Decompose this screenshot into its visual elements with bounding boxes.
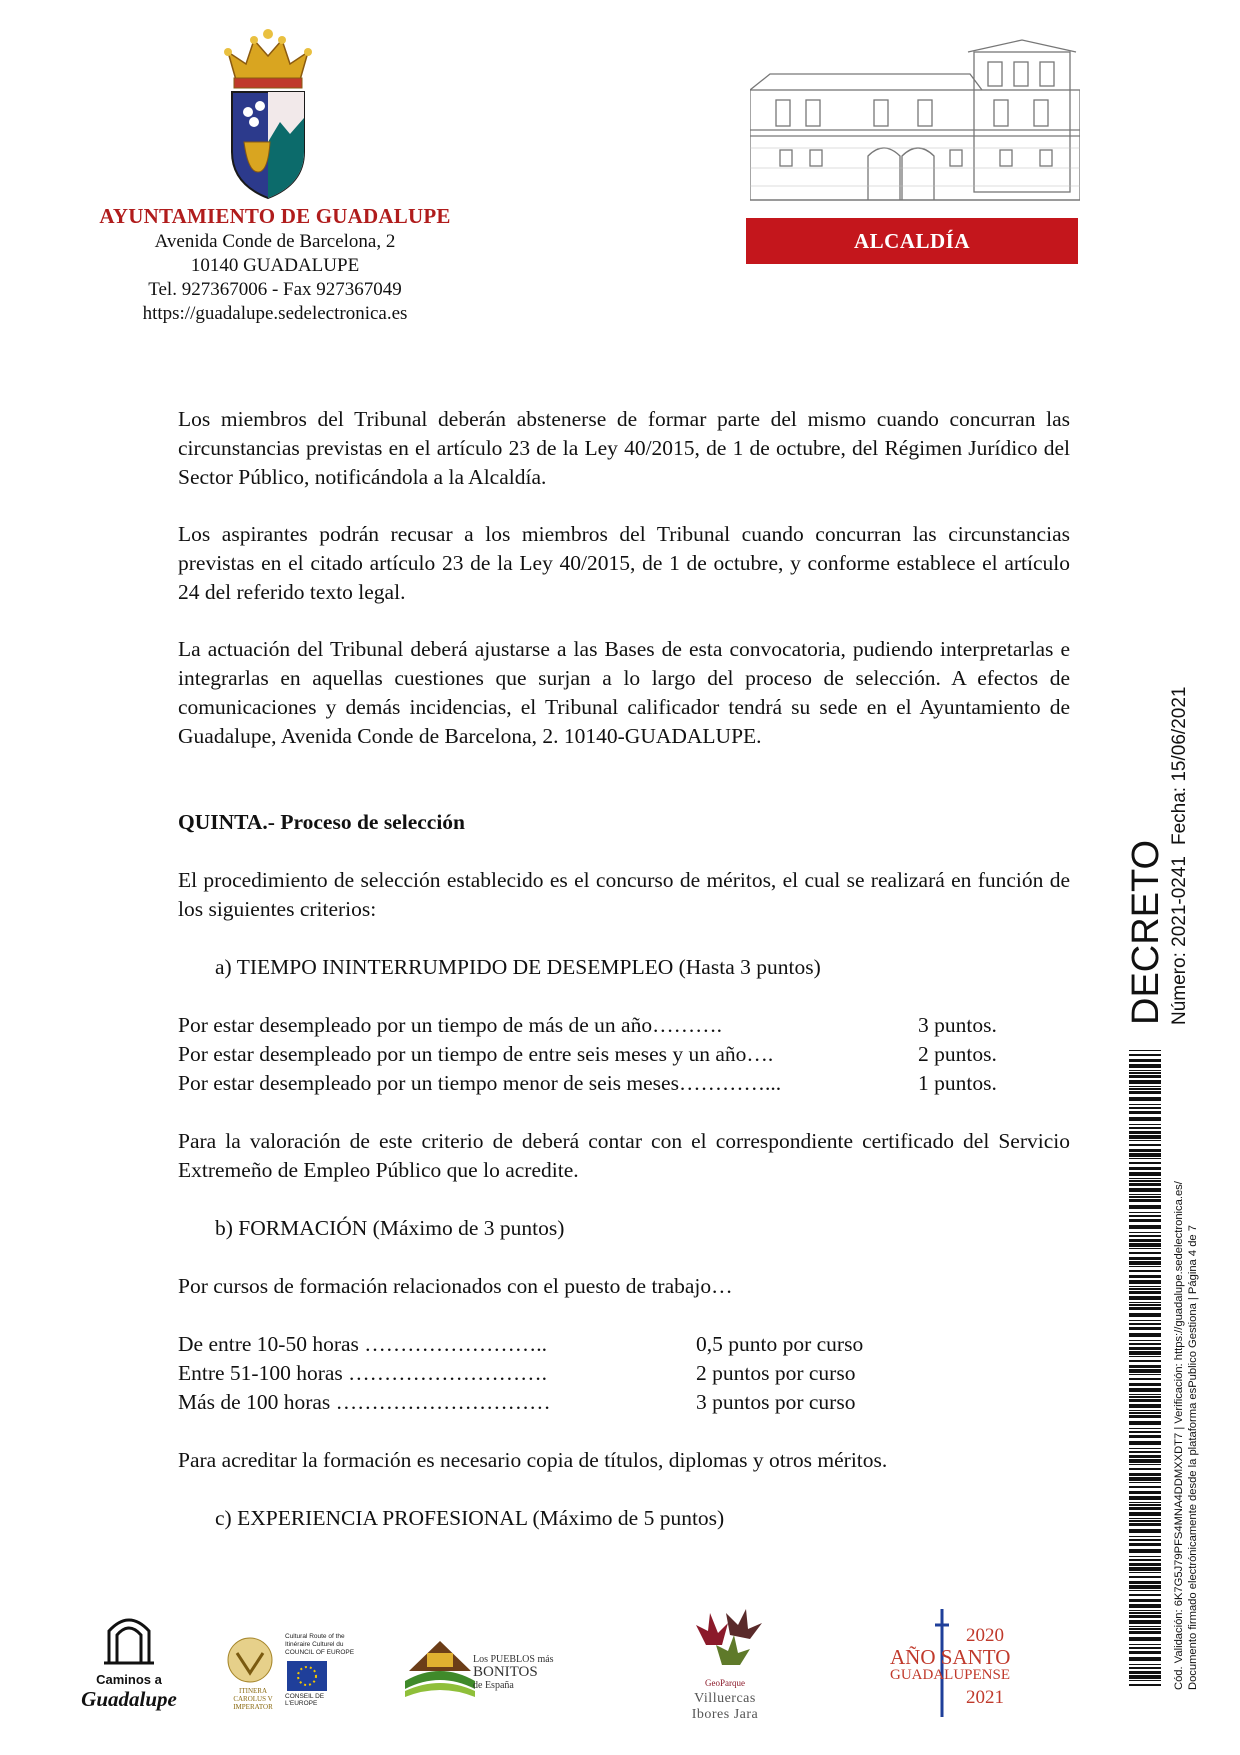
paragraph-unemployment-certificate: Para la valoración de este criterio de deberá contar con el correspondiente certificado del Servicio Extremeño de Empleo Público que lo acredite. xyxy=(178,1129,1070,1182)
unemployment-row-label: Por estar desempleado por un tiempo de más de un año………. xyxy=(178,1013,722,1037)
training-row-label: De entre 10-50 horas …………………….. xyxy=(178,1332,548,1356)
paragraph-training-courses: Por cursos de formación relacionados con el puesto de trabajo… xyxy=(178,1274,733,1298)
town-hall-drawing xyxy=(750,38,1080,208)
training-row xyxy=(178,1359,1070,1388)
paragraph-training-proof: Para acreditar la formación es necesario copia de títulos, diplomas y otros méritos. xyxy=(178,1448,888,1472)
unemployment-row-points: 1 puntos. xyxy=(918,1071,997,1095)
section-heading: QUINTA.- Proceso de selección xyxy=(178,810,466,834)
criterion-b-heading: b) FORMACIÓN (Máximo de 3 puntos) xyxy=(215,1216,565,1240)
eu-flag-icon xyxy=(287,1661,327,1691)
validation-code: Cód. Validación: 6K7G5J79PFS4MNA4DDMXXDT7 | Verificación: https://guadalupe.sedelectronica.es/ xyxy=(1173,1181,1185,1690)
training-row-label: Más de 100 horas ………………………… xyxy=(178,1390,551,1414)
training-row xyxy=(178,1330,1070,1359)
electronic-signature-stamp xyxy=(1125,680,1205,1690)
ano-santo-guadalupense-logo: 2020 AÑO SANTO GUADALUPENSE 2021 xyxy=(880,1605,1030,1725)
unemployment-row-label: Por estar desempleado por un tiempo de entre seis meses y un año…. xyxy=(178,1042,774,1066)
training-row-label: Entre 51-100 horas ………………………. xyxy=(178,1361,548,1385)
geoparque-villuercas-logo: GeoParque Villuercas Ibores Jara xyxy=(660,1605,790,1725)
decree-number: Número: 2021-0241 xyxy=(1169,856,1190,1025)
paragraph-abstention: Los miembros del Tribunal deberán abstenerse de formar parte del mismo cuando concurran las circunstancias previstas en el artículo 23 de la Ley 40/2015, de 1 de octubre, del Régimen Jurídico del Sector Público, notificándola a la Alcaldía. xyxy=(178,407,1070,489)
address-street: Avenida Conde de Barcelona, 2 xyxy=(154,231,396,252)
arch-icon xyxy=(64,1605,194,1665)
itinera-carolus-council-of-europe-logo: ITINERA CAROLUS V IMPERATOR Cultural Route of the Itinéraire Culturel du COUNCIL OF EUROPE CONSEIL DE L'EUROPE xyxy=(225,1605,355,1725)
website-url: https://guadalupe.sedelectronica.es xyxy=(142,303,408,324)
address-postal: 10140 GUADALUPE xyxy=(190,255,360,276)
training-row-points: 2 puntos por curso xyxy=(696,1361,856,1385)
unemployment-row-label: Por estar desempleado por un tiempo menor de seis meses…………... xyxy=(178,1071,782,1095)
paragraph-tribunal-seat: La actuación del Tribunal deberá ajustarse a las Bases de esta convocatoria, pudiendo interpretarlas e integrarlas en aquellas cuestiones que surjan a lo largo del proceso de selección. A efectos de comunicaciones y demás incidencias, el Tribunal calificador tendrá su sede en el Ayuntamiento de Guadalupe, Avenida Conde de Barcelona, 2. 10140-GUADALUPE. xyxy=(178,637,1070,748)
decree-date: Fecha: 15/06/2021 xyxy=(1169,686,1190,845)
decree-label: DECRETO xyxy=(1125,839,1167,1025)
paragraph-selection-procedure: El procedimiento de selección establecido es el concurso de méritos, el cual se realizará en función de los siguientes criterios: xyxy=(178,868,1070,921)
leaves-icon xyxy=(686,1605,766,1667)
coat-of-arms-logo xyxy=(218,22,318,202)
unemployment-row xyxy=(178,1040,1070,1069)
unemployment-row-points: 3 puntos. xyxy=(918,1013,997,1037)
caminos-a-guadalupe-logo: Caminos a Guadalupe xyxy=(64,1605,194,1725)
training-row xyxy=(178,1388,1070,1417)
training-row-points: 0,5 punto por curso xyxy=(696,1332,864,1356)
criterion-c-heading: c) EXPERIENCIA PROFESIONAL (Máximo de 5 puntos) xyxy=(215,1506,725,1530)
paragraph-recusal: Los aspirantes podrán recusar a los miembros del Tribunal cuando concurran las circunstancias previstas en el citado artículo 23 de la Ley 40/2015, de 1 de octubre, y conforme establece el artículo 24 del referido texto legal. xyxy=(178,522,1070,604)
carolus-emblem-icon xyxy=(225,1635,275,1685)
phone-fax: Tel. 927367006 - Fax 927367049 xyxy=(148,279,402,300)
organization-name: AYUNTAMIENTO DE GUADALUPE xyxy=(99,204,451,228)
village-icon xyxy=(405,1631,475,1701)
pueblos-mas-bonitos-logo: Los PUEBLOS más BONITOS de España xyxy=(405,1605,555,1725)
criterion-a-heading: a) TIEMPO ININTERRUMPIDO DE DESEMPLEO (Hasta 3 puntos) xyxy=(215,955,821,979)
unemployment-row-points: 2 puntos. xyxy=(918,1042,997,1066)
department-banner: ALCALDÍA xyxy=(746,218,1078,264)
barcode xyxy=(1129,1050,1161,1690)
signature-platform-note: Documento firmado electrónicamente desde la plataforma esPublico Gestiona | Página 4 de 7 xyxy=(1187,1225,1199,1690)
unemployment-row xyxy=(178,1011,1070,1040)
unemployment-row xyxy=(178,1069,1070,1098)
training-row-points: 3 puntos por curso xyxy=(696,1390,856,1414)
